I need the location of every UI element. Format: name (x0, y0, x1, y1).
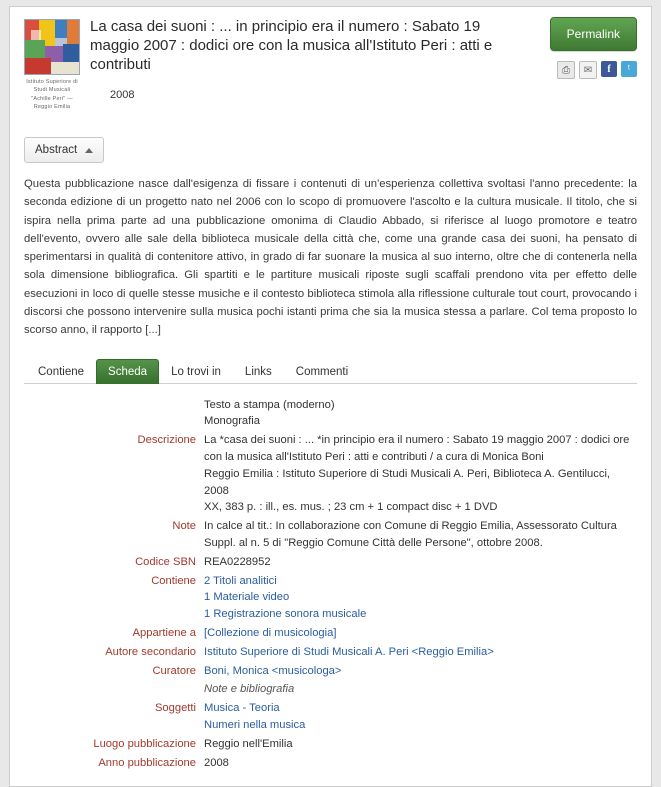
detail-value-link[interactable]: 1 Materiale video (204, 591, 290, 604)
table-row (24, 553, 637, 572)
cover-image (24, 19, 80, 75)
detail-value-text: Note e bibliografia (204, 683, 295, 696)
detail-label: Note (172, 520, 196, 533)
detail-value (204, 553, 637, 572)
detail-label: Luogo pubblicazione (93, 737, 196, 750)
table-row (24, 643, 637, 662)
detail-label: Soggetti (154, 702, 196, 715)
detail-value-link[interactable]: 1 Registrazione sonora musicale (204, 608, 367, 621)
detail-value-text: Reggio nell'Emilia (204, 737, 293, 750)
table-row (24, 735, 637, 754)
table-row (24, 680, 637, 699)
abstract-toggle-button[interactable] (24, 137, 104, 163)
record-page (9, 6, 652, 787)
tab-contiene[interactable]: Contiene (38, 365, 85, 378)
detail-value-text: Suppl. al n. 5 di "Reggio Comune Città delle Persone", ottobre 2008. (204, 537, 543, 550)
detail-value-text: 2008 (204, 756, 229, 769)
header-actions (517, 17, 637, 79)
detail-value-link[interactable]: 2 Titoli analitici (204, 574, 277, 587)
table-row (24, 396, 637, 432)
email-icon[interactable]: ✉ (579, 61, 597, 79)
title-block (90, 17, 517, 101)
tab-links[interactable]: Links (244, 365, 272, 378)
detail-label: Descrizione (137, 434, 196, 447)
tab-bar (24, 358, 637, 384)
abstract-text: Questa pubblicazione nasce dall'esigenza di fissare i contenuti di un'esperienza collettiva svoltasi l'anno precedente: la seconda edizione di un progetto nato nel 2006 con lo scopo di promuovere l'ascolto e la cultura musicale. Il titolo, che si ispira nella prima parte ad una pubblicazione omonima di Claudio Abbado, si riferisce al luogo promotore e teatro dell'evento, ovvero alle sale della biblioteca musicale della città che, come una grande casa dei suoni, ha pensato di sperimentarsi in qualità di contenitore attivo, in grado di far suonare la musica al suo interno, oltre che di contenerla nella sola dimensione bibliografica. Gli spartiti e le partiture musicali riposte sugli scaffali prendono vita per effetto delle esecuzioni in loco di quelle stesse musiche e il contesto biblioteca stimola alla riflessione culturale tout court, provocando i discorsi che possono intervenire sulla musica pochi istanti prima che sia la musica stessa a parlare. Col tema proposto lo scorso anno, il rapporto [...] (24, 178, 637, 337)
detail-value-link[interactable]: Istituto Superiore di Studi Musicali A. Peri <Reggio Emilia> (204, 645, 494, 658)
detail-value-link[interactable]: Numeri nella musica (204, 719, 306, 732)
abstract-toggle-label: Abstract (35, 144, 78, 156)
share-row (517, 61, 637, 79)
detail-label: Codice SBN (135, 555, 196, 568)
detail-value-text: Reggio Emilia : Istituto Superiore di Studi Musicali A. Peri, Biblioteca A. Gentilucci, 2008 (204, 467, 611, 497)
detail-value (204, 662, 637, 681)
detail-value-text: In calce al tit.: In collaborazione con Comune di Reggio Emilia, Assessorato Cultura (204, 520, 617, 533)
detail-value-text: Testo a stampa (moderno) (204, 398, 335, 411)
table-row (24, 754, 637, 773)
tab-commenti[interactable]: Commenti (295, 365, 349, 378)
detail-value (204, 699, 637, 735)
detail-value (204, 643, 637, 662)
detail-value-text: La *casa dei suoni : ... *in principio era il numero : Sabato 19 maggio 2007 : dodici ore con la musica all'Istituto Peri : atti e contributi / a cura di Monica Boni (204, 434, 630, 464)
cover-block (24, 19, 80, 111)
detail-value-text: REA0228952 (204, 555, 271, 568)
table-row (24, 662, 637, 681)
detail-value-text: Monografia (204, 415, 260, 428)
publication-year: 2008 (110, 88, 135, 101)
detail-value (204, 572, 637, 624)
detail-label: Autore secondario (105, 645, 196, 658)
detail-label: Curatore (152, 664, 196, 677)
detail-value (204, 735, 637, 754)
facebook-icon[interactable]: f (601, 61, 617, 77)
record-header (24, 17, 637, 111)
detail-label (24, 396, 204, 432)
permalink-button[interactable]: Permalink (550, 17, 637, 51)
detail-label (24, 680, 204, 699)
detail-value-link[interactable]: Musica - Teoria (204, 702, 280, 715)
table-row (24, 431, 637, 517)
detail-value (204, 431, 637, 517)
detail-value (204, 754, 637, 773)
tab-scheda[interactable]: Scheda (96, 359, 159, 384)
chevron-up-icon (85, 148, 93, 153)
table-row (24, 699, 637, 735)
detail-value (204, 517, 637, 553)
detail-value (204, 680, 637, 699)
tab-lo-trovi-in[interactable]: Lo trovi in (171, 365, 221, 378)
detail-value-link[interactable]: [Collezione di musicologia] (204, 627, 337, 640)
cover-caption: Istituto Superiore di Studi Musicali "Achille Peri" — Reggio Emilia (26, 79, 78, 110)
detail-label: Appartiene a (132, 627, 196, 640)
detail-label: Contiene (151, 574, 196, 587)
record-detail-table (24, 396, 637, 773)
table-row (24, 572, 637, 624)
twitter-icon[interactable]: ᵗ (621, 61, 637, 77)
detail-value (204, 396, 637, 432)
detail-value-link[interactable]: Boni, Monica <musicologa> (204, 664, 342, 677)
abstract-section (24, 137, 637, 340)
print-icon[interactable]: ⎙ (557, 61, 575, 79)
page-title: La casa dei suoni : ... in principio era il numero : Sabato 19 maggio 2007 : dodici ore con la musica all'Istituto Peri : atti e contributi (90, 18, 493, 74)
detail-label: Anno pubblicazione (98, 756, 196, 769)
table-row (24, 624, 637, 643)
detail-value-text: XX, 383 p. : ill., es. mus. ; 23 cm + 1 compact disc + 1 DVD (204, 501, 498, 514)
table-row (24, 517, 637, 553)
detail-value (204, 624, 637, 643)
